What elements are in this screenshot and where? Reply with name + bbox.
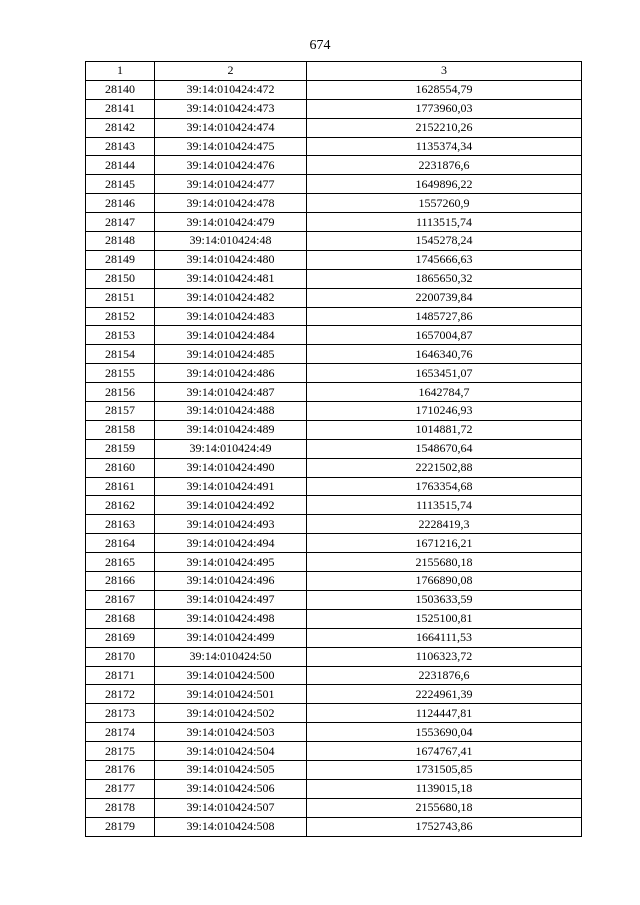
row-number-cell: 28166 [86,572,155,591]
row-number-cell: 28153 [86,326,155,345]
row-number-cell: 28170 [86,647,155,666]
row-number-cell: 28178 [86,798,155,817]
cadastral-number-cell: 39:14:010424:496 [155,572,307,591]
value-cell: 2224961,39 [307,685,582,704]
row-number-cell: 28168 [86,609,155,628]
value-cell: 1763354,68 [307,477,582,496]
table-row [86,99,582,118]
cadastral-number-cell: 39:14:010424:484 [155,326,307,345]
table-row [86,477,582,496]
value-cell: 1766890,08 [307,572,582,591]
row-number-cell: 28141 [86,99,155,118]
cadastral-number-cell: 39:14:010424:502 [155,704,307,723]
cadastral-number-cell: 39:14:010424:495 [155,553,307,572]
cadastral-number-cell: 39:14:010424:497 [155,590,307,609]
cadastral-number-cell: 39:14:010424:473 [155,99,307,118]
row-number-cell: 28172 [86,685,155,704]
row-number-cell: 28171 [86,666,155,685]
table-row [86,269,582,288]
table-row [86,326,582,345]
cadastral-number-cell: 39:14:010424:483 [155,307,307,326]
cadastral-number-cell: 39:14:010424:500 [155,666,307,685]
row-number-cell: 28161 [86,477,155,496]
table-row [86,760,582,779]
cadastral-number-cell: 39:14:010424:494 [155,534,307,553]
cadastral-number-cell: 39:14:010424:49 [155,439,307,458]
value-cell: 1135374,34 [307,137,582,156]
cadastral-number-cell: 39:14:010424:505 [155,760,307,779]
table-header-row [86,62,582,81]
table-row [86,232,582,251]
column-header-1: 1 [86,62,155,81]
row-number-cell: 28142 [86,118,155,137]
row-number-cell: 28150 [86,269,155,288]
value-cell: 2152210,26 [307,118,582,137]
table-row [86,156,582,175]
row-number-cell: 28160 [86,458,155,477]
value-cell: 1106323,72 [307,647,582,666]
value-cell: 1731505,85 [307,760,582,779]
table-row [86,572,582,591]
table-row [86,628,582,647]
cadastral-number-cell: 39:14:010424:478 [155,194,307,213]
table-row [86,364,582,383]
row-number-cell: 28152 [86,307,155,326]
table-row [86,534,582,553]
value-cell: 1113515,74 [307,496,582,515]
cadastral-number-cell: 39:14:010424:480 [155,250,307,269]
table-row [86,213,582,232]
row-number-cell: 28179 [86,817,155,836]
table-body [86,80,582,836]
value-cell: 2221502,88 [307,458,582,477]
row-number-cell: 28175 [86,742,155,761]
row-number-cell: 28159 [86,439,155,458]
cadastral-number-cell: 39:14:010424:475 [155,137,307,156]
table-row [86,137,582,156]
value-cell: 1865650,32 [307,269,582,288]
table-row [86,742,582,761]
value-cell: 1646340,76 [307,345,582,364]
cadastral-number-cell: 39:14:010424:485 [155,345,307,364]
row-number-cell: 28157 [86,402,155,421]
row-number-cell: 28156 [86,383,155,402]
cadastral-number-cell: 39:14:010424:481 [155,269,307,288]
value-cell: 1674767,41 [307,742,582,761]
cadastral-number-cell: 39:14:010424:501 [155,685,307,704]
cadastral-number-cell: 39:14:010424:498 [155,609,307,628]
table-row [86,685,582,704]
table-row [86,194,582,213]
row-number-cell: 28176 [86,760,155,779]
row-number-cell: 28145 [86,175,155,194]
column-header-2: 2 [155,62,307,81]
table-row [86,515,582,534]
value-cell: 1628554,79 [307,80,582,99]
value-cell: 1553690,04 [307,723,582,742]
cadastral-number-cell: 39:14:010424:506 [155,779,307,798]
table-row [86,798,582,817]
table-row [86,383,582,402]
cadastral-number-cell: 39:14:010424:492 [155,496,307,515]
row-number-cell: 28177 [86,779,155,798]
cadastral-number-cell: 39:14:010424:499 [155,628,307,647]
value-cell: 2231876,6 [307,666,582,685]
table-row [86,439,582,458]
cadastral-number-cell: 39:14:010424:507 [155,798,307,817]
cadastral-number-cell: 39:14:010424:491 [155,477,307,496]
row-number-cell: 28151 [86,288,155,307]
row-number-cell: 28174 [86,723,155,742]
value-cell: 2155680,18 [307,553,582,572]
value-cell: 1710246,93 [307,402,582,421]
data-table [85,61,582,837]
table-row [86,175,582,194]
value-cell: 2231876,6 [307,156,582,175]
value-cell: 1664111,53 [307,628,582,647]
cadastral-number-cell: 39:14:010424:490 [155,458,307,477]
cadastral-number-cell: 39:14:010424:508 [155,817,307,836]
row-number-cell: 28165 [86,553,155,572]
row-number-cell: 28147 [86,213,155,232]
table-row [86,420,582,439]
table-row [86,402,582,421]
value-cell: 1773960,03 [307,99,582,118]
table-row [86,458,582,477]
value-cell: 1649896,22 [307,175,582,194]
value-cell: 1752743,86 [307,817,582,836]
cadastral-number-cell: 39:14:010424:486 [155,364,307,383]
cadastral-number-cell: 39:14:010424:493 [155,515,307,534]
cadastral-number-cell: 39:14:010424:48 [155,232,307,251]
cadastral-number-cell: 39:14:010424:487 [155,383,307,402]
row-number-cell: 28146 [86,194,155,213]
table-row [86,609,582,628]
value-cell: 1653451,07 [307,364,582,383]
value-cell: 1657004,87 [307,326,582,345]
value-cell: 2228419,3 [307,515,582,534]
table-row [86,496,582,515]
table-row [86,118,582,137]
row-number-cell: 28154 [86,345,155,364]
row-number-cell: 28143 [86,137,155,156]
row-number-cell: 28148 [86,232,155,251]
value-cell: 1557260,9 [307,194,582,213]
value-cell: 1503633,59 [307,590,582,609]
table-row [86,704,582,723]
row-number-cell: 28162 [86,496,155,515]
row-number-cell: 28158 [86,420,155,439]
row-number-cell: 28167 [86,590,155,609]
table-row [86,250,582,269]
row-number-cell: 28164 [86,534,155,553]
table-row [86,779,582,798]
value-cell: 1548670,64 [307,439,582,458]
row-number-cell: 28163 [86,515,155,534]
row-number-cell: 28144 [86,156,155,175]
table-row [86,307,582,326]
row-number-cell: 28149 [86,250,155,269]
value-cell: 1014881,72 [307,420,582,439]
cadastral-number-cell: 39:14:010424:482 [155,288,307,307]
value-cell: 1671216,21 [307,534,582,553]
table-row [86,80,582,99]
cadastral-number-cell: 39:14:010424:477 [155,175,307,194]
row-number-cell: 28169 [86,628,155,647]
column-header-3: 3 [307,62,582,81]
cadastral-number-cell: 39:14:010424:479 [155,213,307,232]
cadastral-number-cell: 39:14:010424:476 [155,156,307,175]
cadastral-number-cell: 39:14:010424:504 [155,742,307,761]
cadastral-number-cell: 39:14:010424:503 [155,723,307,742]
cadastral-number-cell: 39:14:010424:472 [155,80,307,99]
page-number: 674 [309,38,331,53]
value-cell: 2200739,84 [307,288,582,307]
value-cell: 1113515,74 [307,213,582,232]
table-row [86,723,582,742]
table-row [86,288,582,307]
value-cell: 2155680,18 [307,798,582,817]
table-row [86,345,582,364]
value-cell: 1525100,81 [307,609,582,628]
cadastral-number-cell: 39:14:010424:50 [155,647,307,666]
value-cell: 1124447,81 [307,704,582,723]
value-cell: 1545278,24 [307,232,582,251]
cadastral-number-cell: 39:14:010424:488 [155,402,307,421]
row-number-cell: 28155 [86,364,155,383]
value-cell: 1485727,86 [307,307,582,326]
value-cell: 1745666,63 [307,250,582,269]
value-cell: 1139015,18 [307,779,582,798]
row-number-cell: 28140 [86,80,155,99]
row-number-cell: 28173 [86,704,155,723]
table-row [86,553,582,572]
table-row [86,666,582,685]
cadastral-number-cell: 39:14:010424:474 [155,118,307,137]
table-row [86,647,582,666]
value-cell: 1642784,7 [307,383,582,402]
table-row [86,590,582,609]
table-row [86,817,582,836]
cadastral-number-cell: 39:14:010424:489 [155,420,307,439]
